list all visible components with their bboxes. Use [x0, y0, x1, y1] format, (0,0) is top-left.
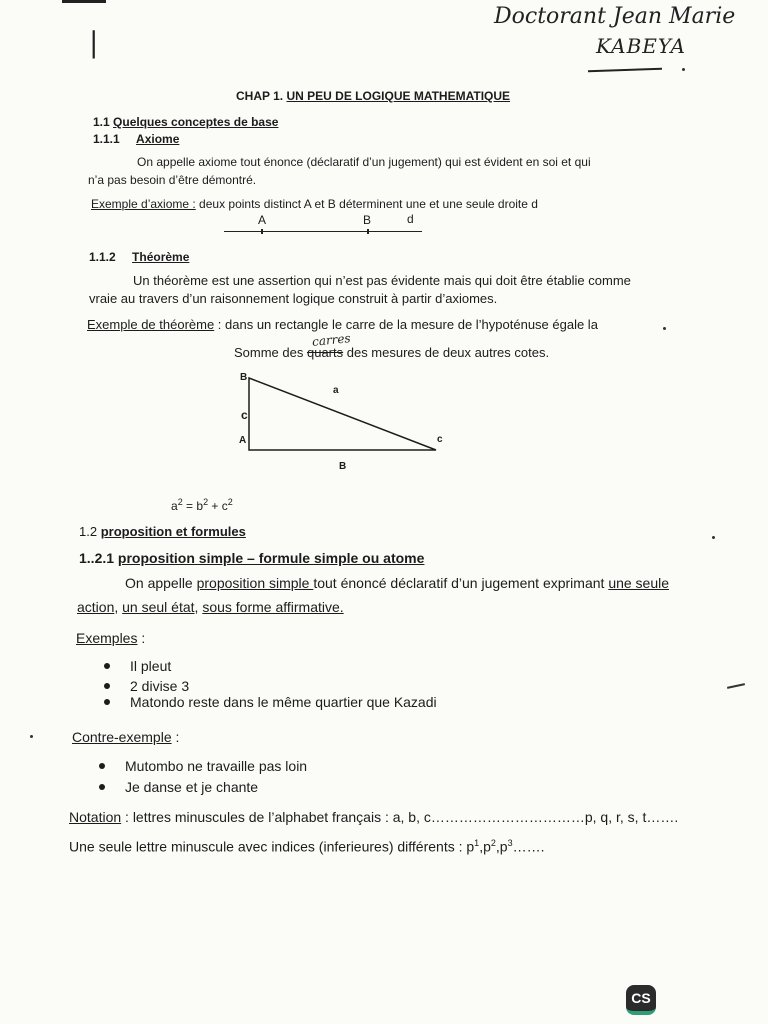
section-title: Quelques conceptes de base [113, 115, 279, 129]
pen-mark-right [727, 683, 745, 689]
text-segment: ……. [512, 838, 545, 855]
point-b-label: B [363, 213, 372, 227]
section-number: 1.1 [93, 115, 110, 129]
handwritten-author-line1: Doctorant Jean Marie [494, 4, 736, 29]
notation-label: Notation [69, 809, 122, 825]
section-number: 1.1.1 [93, 132, 120, 146]
example-item-3 [104, 694, 437, 710]
bullet-icon [104, 683, 110, 689]
pen-mark-top [62, 0, 106, 3]
text-segment: Une seule lettre minuscule avec indices (inferieures) différents : p [69, 838, 475, 855]
bullet-icon [104, 663, 110, 669]
bullet-icon [99, 763, 105, 769]
superscript: 3 [507, 838, 513, 848]
example-text: : dans un rectangle le carre de la mesure de l’hypoténuse égale la [214, 317, 598, 332]
ink-speck [682, 68, 685, 71]
text-segment: On appelle [125, 575, 197, 591]
triangle-vertex-a: A [239, 435, 247, 446]
point-a-label: A [258, 213, 267, 227]
triangle-vertex-c: c [437, 434, 443, 445]
logo-text: CS [631, 990, 651, 1006]
superscript: 2 [490, 838, 496, 848]
formula-term-a: a [171, 499, 178, 513]
label: Contre-exemple [72, 729, 172, 745]
theoreme-paragraph-line2: vraie au travers d’un raisonnement logique construit à partir d’axiomes. [89, 291, 498, 306]
line-d [224, 231, 422, 232]
superscript: 1 [474, 838, 480, 848]
pythagoras-formula [171, 497, 233, 513]
example-label: Exemple d’axiome : [91, 197, 196, 211]
notation-text: : lettres minuscules de l’alphabet français : a, b, c……………………………p, q, r, s, t……. [121, 809, 679, 825]
ink-speck [663, 327, 666, 330]
example-label: Exemple de théorème [87, 317, 215, 332]
triangle-shape [249, 378, 436, 450]
struck-word: quarts [306, 345, 344, 360]
text-segment: ,p [479, 838, 491, 855]
colon: : [137, 630, 146, 646]
section-number: 1.2 [79, 524, 98, 539]
list-item-text: Matondo reste dans le même quartier que Kazadi [130, 694, 437, 710]
list-item-text: Il pleut [130, 658, 172, 674]
chapter-title [236, 89, 510, 103]
label: Exemples [76, 630, 138, 646]
formula-term-b: = b [182, 499, 204, 513]
example-item-1 [104, 658, 171, 674]
colon: : [171, 729, 180, 745]
line-d-label: d [407, 212, 414, 226]
handwritten-correction: carres [311, 331, 352, 349]
exponent: 2 [177, 497, 183, 507]
chapter-number: CHAP 1. [236, 89, 284, 103]
counter-example-item-2 [99, 779, 258, 795]
proposition-paragraph-line2 [77, 599, 344, 615]
axiome-paragraph-line2: n’a pas besoin d’être démontré. [88, 173, 257, 187]
ink-speck [712, 536, 715, 539]
text-segment: ,p [495, 838, 508, 855]
underlined-term: proposition simple [196, 575, 314, 591]
handwritten-mark: | [89, 26, 99, 59]
section-1-2-heading [79, 524, 246, 539]
point-b-tick [367, 229, 369, 234]
triangle-vertex-b: B [240, 372, 248, 383]
bullet-icon [104, 699, 110, 705]
section-title: Axiome [136, 132, 180, 146]
separator: , [114, 599, 123, 615]
theoreme-example-line2 [234, 345, 549, 360]
axiome-paragraph-line1: On appelle axiome tout énonce (déclaratif d’un jugement) qui est évident en soi et qui [137, 155, 591, 169]
theoreme-example [87, 317, 598, 332]
theoreme-paragraph-line1: Un théorème est une assertion qui n’est pas évidente mais qui doit être établie comme [133, 273, 631, 288]
separator: , [194, 599, 203, 615]
section-1-1-1-heading [93, 132, 179, 146]
section-number: 1..2.1 [79, 550, 115, 566]
example-item-2 [104, 678, 189, 694]
list-item-text: Mutombo ne travaille pas loin [125, 758, 308, 774]
section-1-2-1-heading [79, 550, 424, 566]
camscanner-logo [626, 985, 656, 1015]
list-item-text: 2 divise 3 [130, 678, 190, 694]
ink-speck [30, 735, 33, 738]
right-triangle-diagram [240, 370, 450, 460]
triangle-side-b: B [339, 461, 347, 472]
triangle-side-a: a [333, 385, 339, 396]
text-segment: des mesures de deux autres cotes. [343, 345, 550, 360]
section-1-1-heading [93, 115, 278, 129]
underlined-term: sous forme affirmative. [202, 599, 344, 615]
section-1-1-2-heading [89, 250, 189, 264]
section-title: proposition et formules [100, 524, 246, 539]
proposition-paragraph-line1 [125, 575, 669, 591]
examples-heading [76, 630, 145, 646]
notation-line [69, 809, 678, 825]
counter-example-item-1 [99, 758, 307, 774]
underlined-term: un seul état [122, 599, 195, 615]
indices-line [69, 838, 544, 855]
exponent: 2 [227, 497, 233, 507]
list-item-text: Je danse et je chante [125, 779, 259, 795]
handwritten-author-line2: KABEYA [596, 34, 686, 58]
section-number: 1.1.2 [89, 250, 116, 264]
section-title: proposition simple – formule simple ou atome [117, 550, 425, 566]
bullet-icon [99, 784, 105, 790]
handwritten-underline [588, 68, 662, 73]
point-a-tick [261, 229, 263, 234]
axiome-example [91, 197, 538, 211]
formula-term-c: + c [208, 499, 228, 513]
triangle-side-c: c [241, 408, 248, 422]
exponent: 2 [203, 497, 209, 507]
counter-examples-heading [72, 729, 179, 745]
underlined-term: une seule [608, 575, 670, 591]
example-text: deux points distinct A et B déterminent une et une seule droite d [195, 197, 538, 211]
section-title: Théorème [132, 250, 190, 264]
text-segment: tout énoncé déclaratif d’un jugement exprimant [313, 575, 609, 591]
underlined-term: action [77, 599, 115, 615]
text-segment: Somme des [234, 345, 307, 360]
chapter-title-text: UN PEU DE LOGIQUE MATHEMATIQUE [286, 89, 511, 103]
